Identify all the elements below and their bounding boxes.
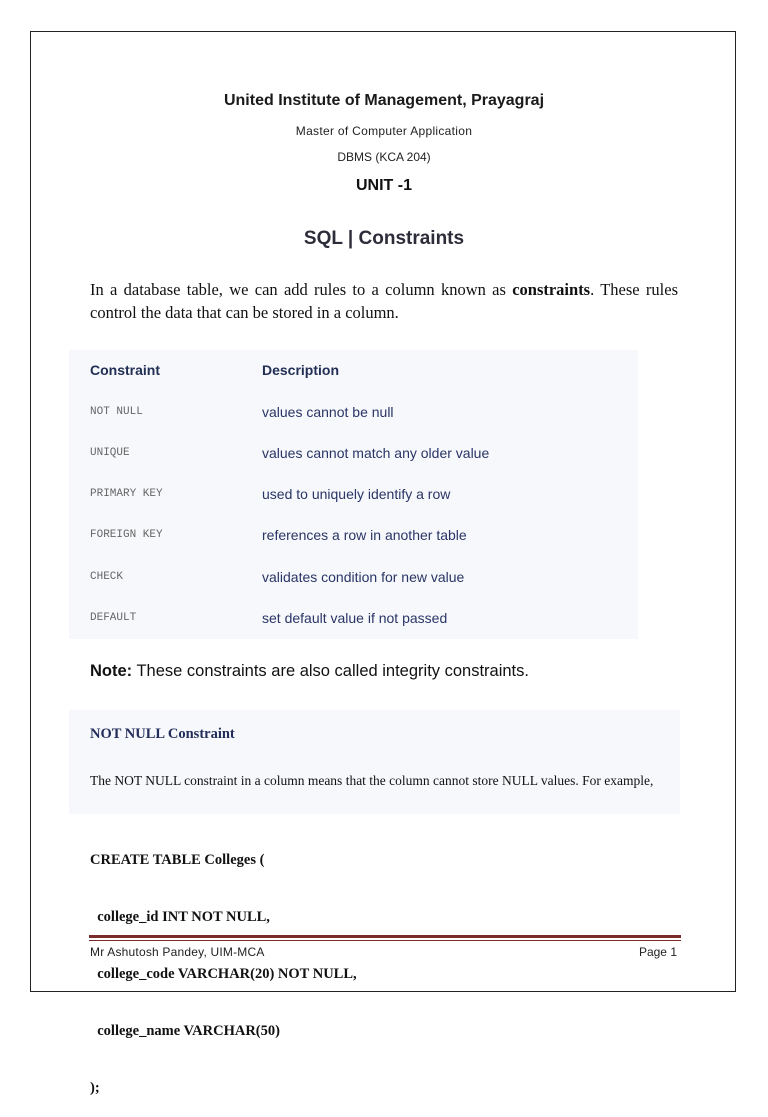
- constraint-description: values cannot match any older value: [262, 445, 490, 461]
- table-row: [69, 526, 638, 546]
- constraint-keyword: UNIQUE: [90, 447, 130, 459]
- code-line: college_name VARCHAR(50): [90, 1023, 280, 1039]
- constraint-keyword: CHECK: [90, 571, 124, 583]
- not-null-heading: NOT NULL Constraint: [90, 726, 235, 742]
- section-title: SQL | Constraints: [303, 228, 465, 249]
- intro-paragraph: [90, 278, 678, 324]
- table-row: [69, 444, 638, 464]
- constraint-keyword: DEFAULT: [90, 612, 137, 624]
- intro-text-after: . These rules control the data that can be stored in a column.: [90, 280, 678, 322]
- table-header-constraint: Constraint: [90, 362, 160, 378]
- footer-rule-thin: [89, 940, 681, 941]
- code-line: );: [90, 1080, 100, 1096]
- constraint-keyword: PRIMARY KEY: [90, 488, 163, 500]
- note-label: Note:: [90, 662, 133, 680]
- intro-keyword: constraints: [512, 280, 591, 299]
- not-null-body: The NOT NULL constraint in a column means that the column cannot store NULL values. For example,: [90, 773, 654, 788]
- note-text: These constraints are also called integrity constraints.: [132, 662, 529, 680]
- constraint-description: references a row in another table: [262, 527, 467, 543]
- note-paragraph: [90, 662, 529, 681]
- constraint-description: set default value if not passed: [262, 610, 448, 626]
- program-name: Master of Computer Application: [295, 124, 473, 138]
- table-header-description: Description: [262, 362, 340, 378]
- unit-title: UNIT -1: [356, 177, 412, 194]
- table-row: [69, 609, 638, 629]
- table-row: [69, 403, 638, 423]
- constraint-keyword: NOT NULL: [90, 406, 143, 418]
- not-null-section: [69, 710, 680, 814]
- constraints-table: [69, 350, 638, 639]
- code-line: college_code VARCHAR(20) NOT NULL,: [90, 966, 357, 982]
- constraint-description: used to uniquely identify a row: [262, 486, 451, 502]
- intro-text-before: In a database table, we can add rules to a column known as: [90, 280, 513, 299]
- constraint-description: validates condition for new value: [262, 569, 465, 585]
- footer-author: Mr Ashutosh Pandey, UIM-MCA: [90, 945, 265, 959]
- constraint-description: values cannot be null: [262, 404, 394, 420]
- constraint-keyword: FOREIGN KEY: [90, 529, 163, 541]
- page-number: Page 1: [638, 945, 677, 959]
- code-block: [90, 813, 357, 1117]
- table-row: [69, 485, 638, 505]
- course-code: DBMS (KCA 204): [337, 150, 431, 164]
- footer-rule-thick: [89, 935, 681, 938]
- code-line: CREATE TABLE Colleges (: [90, 852, 265, 868]
- table-row: [69, 568, 638, 588]
- institute-name: United Institute of Management, Prayagraj: [223, 92, 545, 109]
- code-line: college_id INT NOT NULL,: [90, 909, 270, 925]
